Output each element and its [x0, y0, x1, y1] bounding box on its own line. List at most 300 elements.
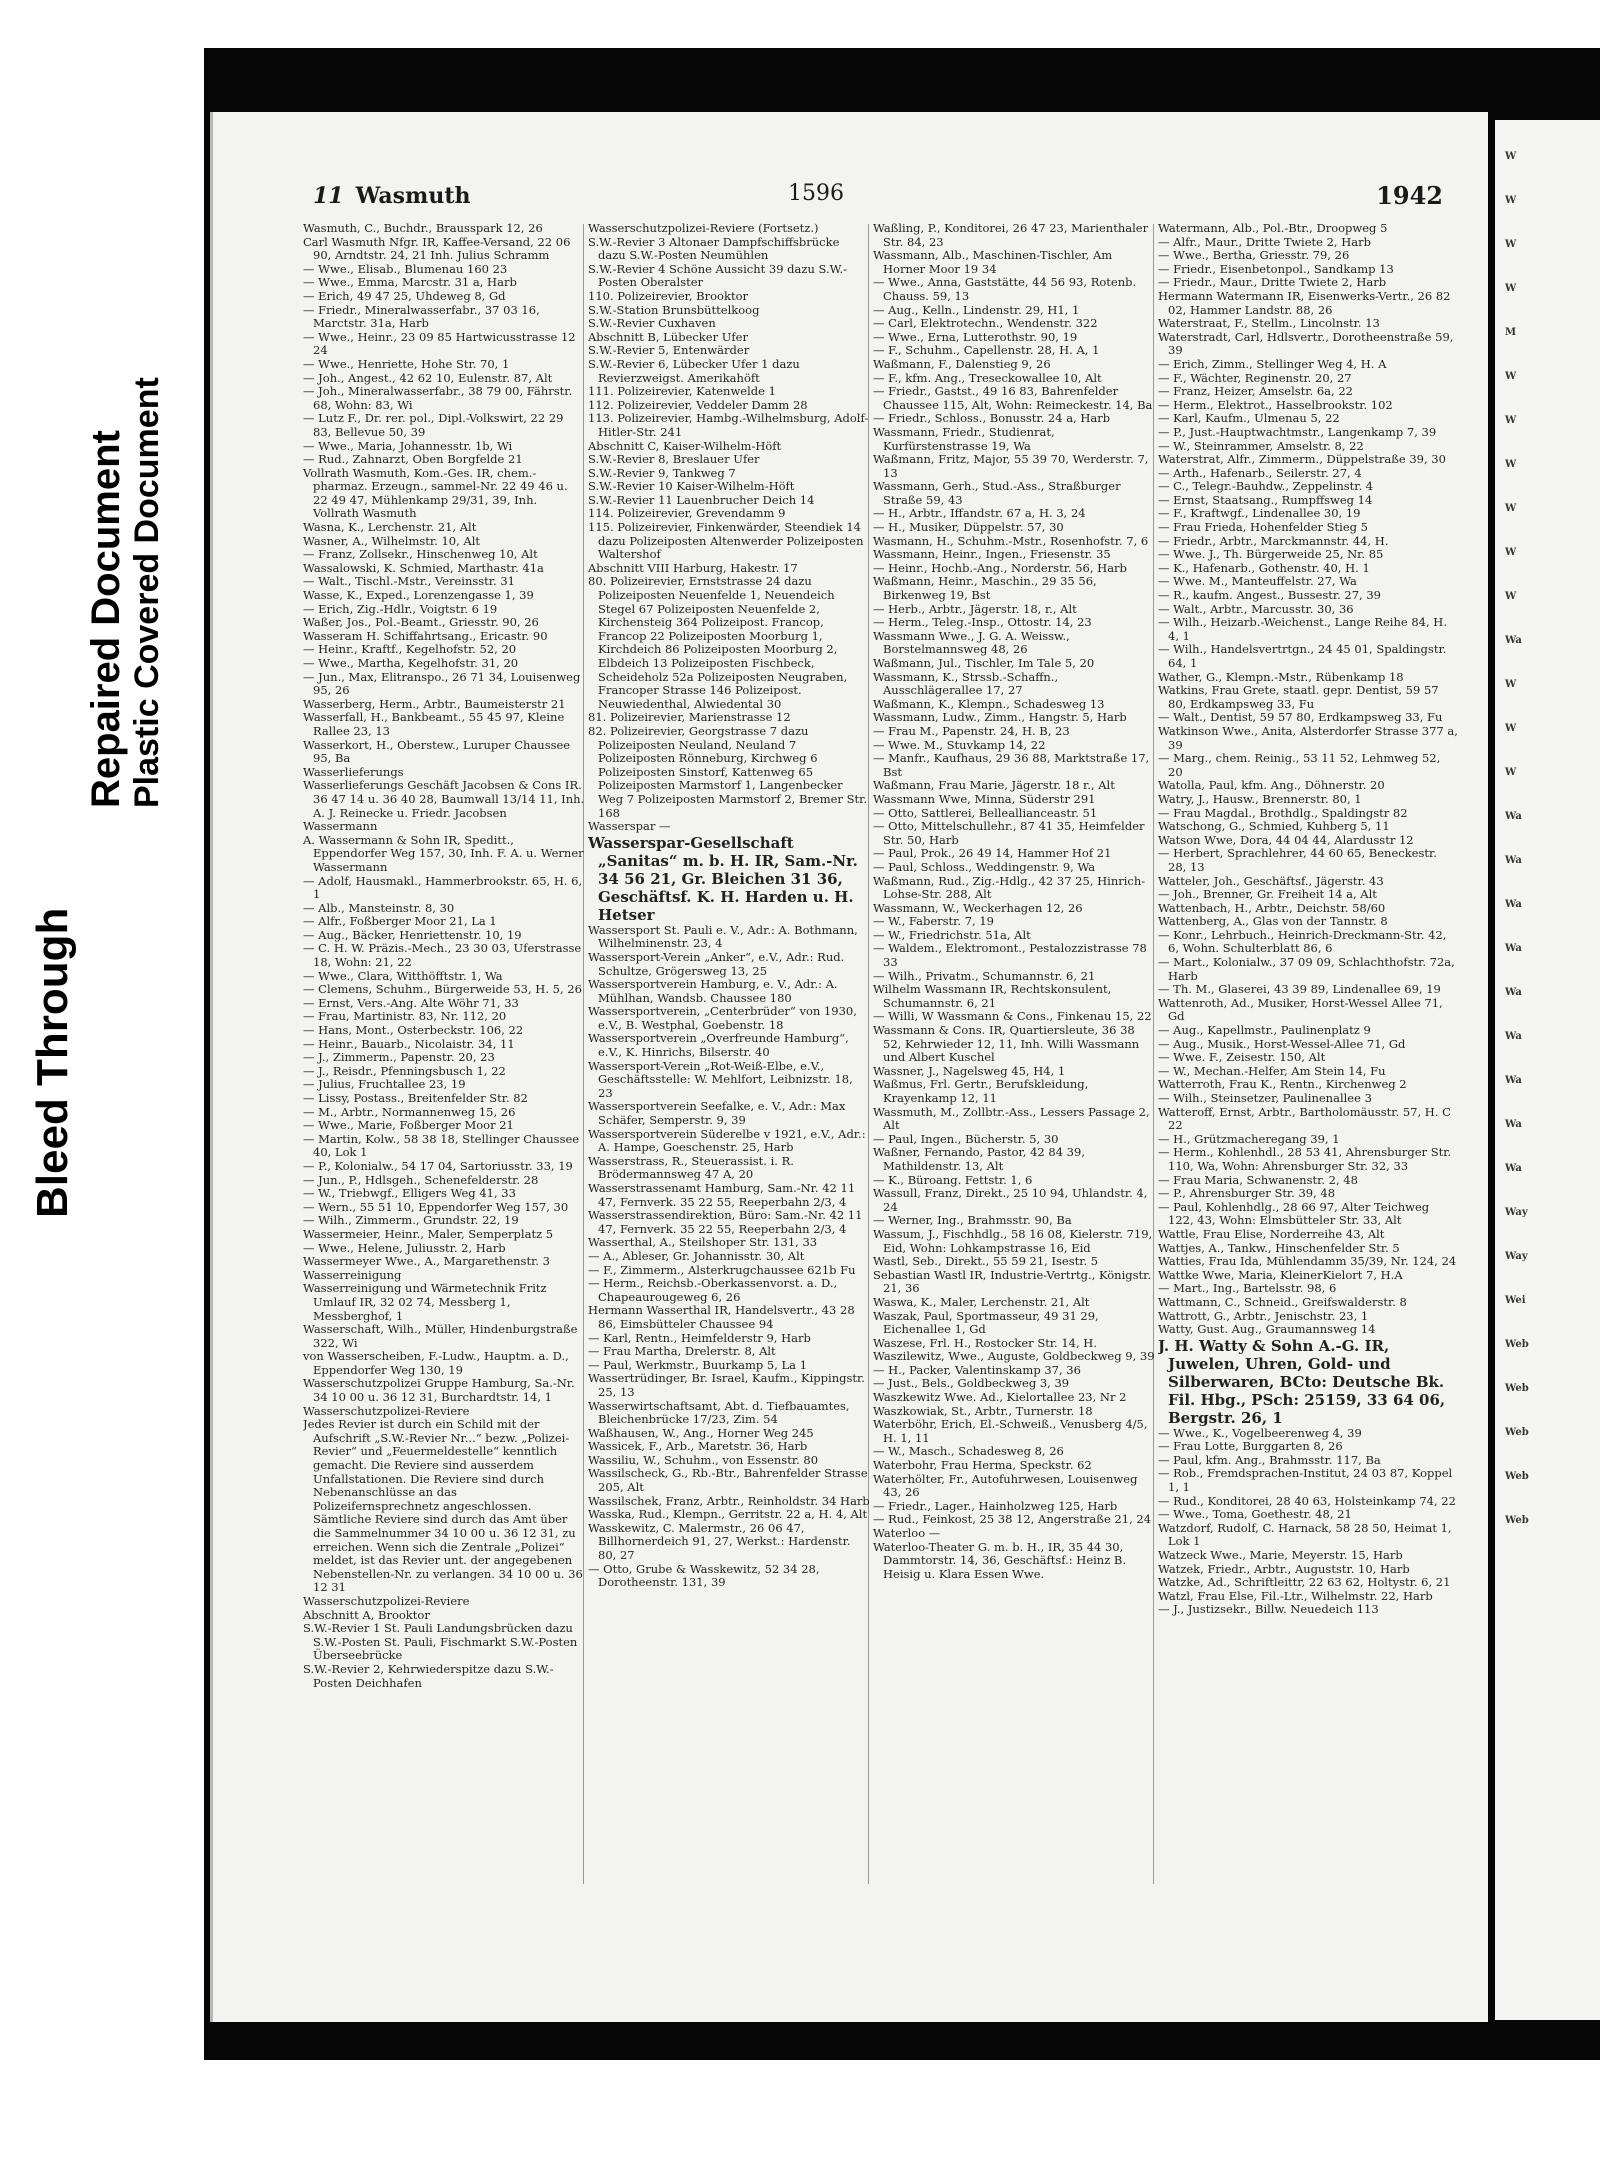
scan-frame: [0, 48, 1600, 2060]
directory-entry: — Frau Maria, Schwanenstr. 2, 48: [1158, 1172, 1358, 1187]
directory-entry: — Otto, Sattlerei, Belleallianceastr. 51: [873, 805, 1098, 820]
directory-entry: — Frau M., Papenstr. 24, H. B, 23: [873, 723, 1070, 738]
directory-entry: S.W.-Revier 11 Lauenbrucher Deich 14: [588, 492, 815, 507]
directory-entry: — Heinr., Kraftf., Kegelhofstr. 52, 20: [303, 642, 517, 657]
directory-entry: Wassmann, Heinr., Ingen., Friesenstr. 35: [873, 547, 1111, 562]
directory-entry: Wasserberg, Herm., Arbtr., Baumeisterstr 21: [303, 696, 566, 711]
column-3: [873, 222, 1155, 2022]
directory-entry: — Franz, Zollsekr., Hinschenweg 10, Alt: [303, 547, 538, 562]
adjacent-page-fragment: Wa: [1505, 1119, 1522, 1130]
directory-entry: Wasserschutzpolizei-Reviere (Fortsetz.): [588, 222, 819, 235]
directory-entry: — R., kaufm. Angest., Bussestr. 27, 39: [1158, 588, 1381, 603]
directory-entry: Abschnitt VIII Harburg, Hakestr. 17: [588, 560, 798, 575]
adjacent-page-fragment: W: [1505, 459, 1517, 470]
adjacent-page-fragment: Wa: [1505, 943, 1522, 954]
directory-entry: — Wwe., Maria, Johannesstr. 1b, Wi: [303, 438, 513, 453]
directory-entry: — Th. M., Glaserei, 43 39 89, Lindenallee 69, 19: [1158, 982, 1441, 997]
directory-entry: Wasserspar —: [588, 819, 671, 834]
directory-entry: — Lutz F., Dr. rer. pol., Dipl.-Volkswirt, 22 29 83, Bellevue 50, 39: [303, 411, 564, 439]
directory-entry: S.W.-Revier 1 St. Pauli Landungsbrücken dazu S.W.-Posten St. Pauli, Fischmarkt S.W.-Posten Überseebrücke: [303, 1621, 578, 1663]
directory-entry: Hermann Watermann IR, Eisenwerks-Vertr., 26 82 02, Hammer Landstr. 88, 26: [1158, 288, 1451, 317]
directory-entry: — Carl, Elektrotechn., Wendenstr. 322: [873, 316, 1098, 331]
directory-entry: Watties, Frau Ida, Mühlendamm 35/39, Nr. 124, 24: [1158, 1254, 1457, 1269]
directory-entry: — J., Zimmerm., Papenstr. 20, 23: [303, 1050, 495, 1065]
directory-entry: — Herm., Elektrot., Hasselbrookstr. 102: [1158, 397, 1393, 412]
directory-entry: Watzl, Frau Else, Fil.-Ltr., Wilhelmstr. 22, Harb: [1158, 1588, 1433, 1603]
directory-entry: — Erich, Zimm., Stellinger Weg 4, H. A: [1158, 356, 1387, 371]
directory-entry: — Marg., chem. Reinig., 53 11 52, Lehmweg 52, 20: [1158, 751, 1441, 779]
directory-entry: Wilhelm Wassmann IR, Rechtskonsulent, Schumannstr. 6, 21: [873, 982, 1112, 1010]
adjacent-page-fragment: Wa: [1505, 1075, 1522, 1086]
directory-entry: Watson Wwe, Dora, 44 04 44, Alardusstr 12: [1158, 832, 1414, 847]
directory-entry: Watteler, Joh., Geschäftsf., Jägerstr. 43: [1158, 873, 1384, 888]
directory-entry: — Wwe., Anna, Gaststätte, 44 56 93, Rotenb. Chauss. 59, 13: [873, 275, 1137, 303]
directory-entry: Vollrath Wasmuth, Kom.-Ges. IR, chem.-pharmaz. Erzeugn., sammel-Nr. 22 49 46 u. 22 49 47, Mühlenkamp 29/31, 39, Inh. Vollrath Wasmuth: [303, 465, 568, 521]
directory-entry: Wasserspar-Gesellschaft „Sanitas“ m. b. H. IR, Sam.-Nr. 34 56 21, Gr. Bleichen 31 36, Geschäftsf. K. H. Harden u. H. Hetser: [588, 833, 858, 924]
directory-entry: S.W.-Revier 9, Tankweg 7: [588, 465, 736, 480]
directory-entry: — Herbert, Sprachlehrer, 44 60 65, Beneckestr. 28, 13: [1158, 846, 1437, 874]
directory-entry: — H., Musiker, Düppelstr. 57, 30: [873, 520, 1064, 535]
directory-entry: — Joh., Angest., 42 62 10, Eulenstr. 87, Alt: [303, 370, 553, 385]
directory-entry: — Paul, Werkmstr., Buurkamp 5, La 1: [588, 1357, 808, 1372]
directory-entry: Waterloo-Theater G. m. b. H., IR, 35 44 30, Dammtorstr. 14, 36, Geschäftsf.: Heinz B. Heisig u. Klara Essen Wwe.: [873, 1539, 1127, 1581]
directory-entry: — P., Just.-Hauptwachtmstr., Langenkamp 7, 39: [1158, 424, 1437, 439]
page-header: [313, 177, 1443, 217]
directory-entry: Carl Wasmuth Nfgr. IR, Kaffee-Versand, 22 06 90, Arndtstr. 24, 21 Inh. Julius Schramm: [303, 234, 571, 263]
directory-entry: — Herb., Arbtr., Jägerstr. 18, r., Alt: [873, 601, 1077, 616]
directory-entry: — Alb., Mansteinstr. 8, 30: [303, 900, 455, 915]
directory-entry: — Wwe., Henriette, Hohe Str. 70, 1: [303, 356, 510, 371]
directory-entry: Waßmann, F., Dalenstieg 9, 26: [873, 356, 1051, 371]
directory-entry: — Erich, 49 47 25, Uhdeweg 8, Gd: [303, 288, 506, 303]
directory-entry: — Alfr., Foßberger Moor 21, La 1: [303, 914, 497, 929]
directory-entry: Wattenberg, A., Glas von der Tannstr. 8: [1158, 914, 1388, 929]
directory-entry: — Mart., Ing., Bartelsstr. 98, 6: [1158, 1281, 1337, 1296]
directory-entry: Wassicek, F., Arb., Maretstr. 36, Harb: [588, 1439, 808, 1454]
directory-entry: — Friedr., Mineralwasserfabr., 37 03 16, Marctstr. 31a, Harb: [303, 302, 540, 331]
directory-entry: — M., Arbtr., Normannenweg 15, 26: [303, 1104, 516, 1119]
directory-entry: Sebastian Wastl IR, Industrie-Vertrtg., Königstr. 21, 36: [873, 1267, 1152, 1296]
directory-entry: — Wwe., Heinr., 23 09 85 Hartwicusstrasse 12 24: [303, 329, 576, 358]
directory-entry: — Martin, Kolw., 58 38 18, Stellinger Chaussee 40, Lok 1: [303, 1131, 580, 1160]
directory-entry: Wasse, K., Exped., Lorenzengasse 1, 39: [303, 588, 534, 603]
directory-entry: — F., kfm. Ang., Treseckowallee 10, Alt: [873, 370, 1102, 385]
directory-entry: Watkins, Frau Grete, staatl. gepr. Dentist, 59 57 80, Erdkampsweg 33, Fu: [1158, 683, 1439, 711]
adjacent-page-fragment: W: [1505, 371, 1517, 382]
directory-entry: — W., Faberstr. 7, 19: [873, 914, 994, 929]
directory-entry: 81. Polizeirevier, Marienstrasse 12: [588, 710, 791, 725]
directory-entry: — Wilh., Privatm., Schumannstr. 6, 21: [873, 968, 1096, 983]
directory-entry: Watzke, Ad., Schriftleittr, 22 63 62, Holtystr. 6, 21: [1158, 1575, 1451, 1590]
adjacent-page-fragment: W: [1505, 723, 1517, 734]
directory-entry: — Friedr., Lager., Hainholzweg 125, Harb: [873, 1498, 1118, 1513]
directory-entry: — Wwe., Elisab., Blumenau 160 23: [303, 261, 508, 276]
directory-entry: Wattjes, A., Tankw., Hinschenfelder Str. 5: [1158, 1240, 1400, 1255]
directory-entry: Watzdorf, Rudolf, C. Harnack, 58 28 50, Heimat 1, Lok 1: [1158, 1520, 1452, 1549]
directory-entry: Wassull, Franz, Direkt., 25 10 94, Uhlandstr. 4, 24: [873, 1186, 1148, 1214]
directory-entry: Wassmann, Friedr., Studienrat, Kurfürstenstrasse 19, Wa: [873, 424, 1055, 453]
directory-entry: Watolla, Paul, kfm. Ang., Döhnerstr. 20: [1158, 778, 1385, 793]
directory-entry: Wassersport St. Pauli e. V., Adr.: A. Bothmann, Wilhelminenstr. 23, 4: [588, 922, 858, 951]
directory-entry: A. Wassermann & Sohn IR, Speditt., Eppendorfer Weg 157, 30, Inh. F. A. u. Werner Wassermann: [303, 832, 584, 874]
directory-entry: — Walt., Dentist, 59 57 80, Erdkampsweg 33, Fu: [1158, 710, 1443, 725]
bottom-margin: [0, 2060, 1600, 2177]
directory-entry: S.W.-Revier 6, Lübecker Ufer 1 dazu Revierzweigst. Amerikahöft: [588, 356, 800, 385]
directory-entry: — W., Friedrichstr. 51a, Alt: [873, 927, 1031, 942]
adjacent-page-fragment: W: [1505, 503, 1517, 514]
directory-entry: Wassertrüdinger, Br. Israel, Kaufm., Kippingstr. 25, 13: [588, 1371, 865, 1399]
directory-entry: — Wilh., Zimmerm., Grundstr. 22, 19: [303, 1213, 519, 1228]
directory-entry: Wasseram H. Schiffahrtsang., Ericastr. 90: [303, 628, 548, 643]
directory-entry: — Wwe., Marie, Foßberger Moor 21: [303, 1118, 514, 1133]
directory-entry: — Jun., P., Hdlsgeh., Schenefelderstr. 28: [303, 1172, 539, 1187]
directory-entry: — Karl, Rentn., Heimfelderstr 9, Harb: [588, 1330, 811, 1345]
directory-entry: — Friedr., Eisenbetonpol., Sandkamp 13: [1158, 261, 1394, 276]
directory-entry: S.W.-Revier Cuxhaven: [588, 316, 716, 331]
directory-entry: Waszese, Frl. H., Rostocker Str. 14, H.: [873, 1335, 1097, 1350]
adjacent-page-fragment: Wa: [1505, 987, 1522, 998]
directory-entry: — Waldem., Elektromont., Pestalozzistrasse 78 33: [873, 941, 1147, 970]
directory-entry: Wasner, A., Wilhelmstr. 10, Alt: [303, 533, 480, 548]
directory-entry: Wasska, Rud., Klempn., Gerritstr. 22 a, H. 4, Alt: [588, 1507, 868, 1522]
directory-entry: — Walt., Tischl.-Mstr., Vereinsstr. 31: [303, 574, 515, 589]
directory-entry: — Karl, Kaufm., Ulmenau 5, 22: [1158, 411, 1340, 426]
directory-entry: Waszak, Paul, Sportmasseur, 49 31 29, Eichenallee 1, Gd: [873, 1308, 1099, 1337]
adjacent-page-fragment: W: [1505, 591, 1517, 602]
directory-entry: — Wwe., Bertha, Griesstr. 79, 26: [1158, 248, 1350, 263]
directory-entry: — Willi, W Wassmann & Cons., Finkenau 15, 22: [873, 1009, 1152, 1024]
directory-entry: Wassmann, Gerh., Stud.-Ass., Straßburger Straße 59, 43: [873, 479, 1121, 507]
directory-entry: Wassiliu, W., Schuhm., von Essenstr. 80: [588, 1452, 819, 1467]
directory-entry: Waterbohr, Frau Herma, Speckstr. 62: [873, 1458, 1092, 1473]
adjacent-page-fragment: Web: [1505, 1427, 1529, 1438]
directory-entry: — Wwe. J., Th. Bürgerweide 25, Nr. 85: [1158, 547, 1384, 562]
directory-entry: — F., Zimmerm., Alsterkrugchaussee 621b Fu: [588, 1262, 856, 1277]
adjacent-page-fragment: M: [1505, 327, 1517, 338]
directory-entry: Wastl, Seb., Direkt., 55 59 21, Isestr. 5: [873, 1254, 1099, 1269]
directory-entry: — Paul, Prok., 26 49 14, Hammer Hof 21: [873, 846, 1112, 861]
plastic-covered-label: Plastic Covered Document: [128, 377, 166, 808]
directory-entry: Wasserschutzpolizei-Reviere: [303, 1403, 470, 1418]
page-number: 1596: [788, 181, 844, 206]
directory-entry: Wattke Wwe, Maria, KleinerKielort 7, H.A: [1158, 1267, 1403, 1282]
directory-entry: Wassmann Wwe, Minna, Süderstr 291: [873, 791, 1096, 806]
directory-entry: — A., Ableser, Gr. Johannisstr. 30, Alt: [588, 1248, 805, 1263]
top-margin: [0, 0, 1600, 48]
directory-entry: 114. Polizeirevier, Grevendamm 9: [588, 506, 786, 521]
directory-entry: Wassum, J., Fischhdlg., 58 16 08, Kielerstr. 719, Eid, Wohn: Lohkampstrasse 16, Eid: [873, 1226, 1153, 1255]
directory-entry: S.W.-Revier 5, Entenwärder: [588, 343, 750, 358]
directory-entry: — Mart., Kolonialw., 37 09 09, Schlachthofstr. 72a, Harb: [1158, 955, 1455, 983]
left-margin-strip: [0, 48, 204, 2060]
adjacent-page-fragment: Web: [1505, 1339, 1529, 1350]
directory-entry: S.W.-Revier 2, Kehrwiederspitze dazu S.W.-Posten Deichhafen: [303, 1661, 554, 1690]
directory-entry: — Aug., Musik., Horst-Wessel-Allee 71, Gd: [1158, 1036, 1406, 1051]
directory-entry: Wasserschutzpolizei-Reviere: [303, 1593, 470, 1608]
directory-entry: Waßmann, Jul., Tischler, Im Tale 5, 20: [873, 656, 1095, 670]
directory-entry: Waterböhr, Erich, El.-Schweiß., Venusberg 4/5, H. 1, 11: [873, 1417, 1148, 1445]
directory-entry: — Paul, Kohlenhdlg., 28 66 97, Alter Teichweg 122, 43, Wohn: Elmsbütteler Str. 33, Alt: [1158, 1199, 1430, 1228]
directory-entry: — J., Justizsekr., Billw. Neuedeich 113: [1158, 1602, 1379, 1617]
directory-entry: Waterstraat, F., Stellm., Lincolnstr. 13: [1158, 316, 1380, 331]
directory-entry: — Frau, Martinistr. 83, Nr. 112, 20: [303, 1009, 507, 1024]
directory-entry: 82. Polizeirevier, Georgstrasse 7 dazu Polizeiposten Neuland, Neuland 7 Polizeiposten Rönneburg, Kirchweg 6 Polizeiposten Sinstorf, Kattenweg 65 Polizeiposten Marmstorf 1, Langenbecker Weg 7 Polizeiposten Marmstorf 2, Bremer Str. 168: [588, 723, 867, 820]
repaired-document-label: Repaired Document: [84, 430, 128, 808]
directory-entry: — Aug., Kapellmstr., Paulinenplatz 9: [1158, 1023, 1371, 1038]
directory-entry: — Heinr., Hochb.-Ang., Norderstr. 56, Harb: [873, 560, 1127, 575]
directory-entry: — K., Hafenarb., Gothenstr. 40, H. 1: [1158, 560, 1370, 575]
directory-entry: — Friedr., Schloss., Bonusstr. 24 a, Harb: [873, 411, 1111, 426]
directory-entry: Wasserlieferungs Geschäft Jacobsen & Cons IR. 36 47 14 u. 36 40 28, Baumwall 13/14 11, Inh. A. J. Reinecke u. Friedr. Jacobsen: [303, 778, 585, 820]
directory-entry: Waßmus, Frl. Gertr., Berufskleidung, Krayenkamp 12, 11: [873, 1077, 1089, 1105]
directory-entry: 113. Polizeirevier, Hambg.-Wilhelmsburg, Adolf-Hitler-Str. 241: [588, 411, 869, 439]
directory-entry: — Wwe., Martha, Kegelhofstr. 31, 20: [303, 656, 519, 670]
directory-entry: — Rud., Konditorei, 28 40 63, Holsteinkamp 74, 22: [1158, 1493, 1456, 1508]
directory-entry: — Alfr., Maur., Dritte Twiete 2, Harb: [1158, 234, 1371, 249]
adjacent-page-edge: [1495, 120, 1600, 2020]
directory-entry: Waszkewitz Wwe. Ad., Kielortallee 23, Nr 2: [873, 1390, 1127, 1405]
directory-entry: — Paul, kfm. Ang., Brahmsstr. 117, Ba: [1158, 1452, 1381, 1467]
column-2: [588, 222, 870, 2022]
directory-entry: Wassmuth, M., Zollbtr.-Ass., Lessers Passage 2, Alt: [873, 1104, 1150, 1133]
directory-entry: — Wilh., Heizarb.-Weichenst., Lange Reihe 84, H. 4, 1: [1158, 615, 1447, 643]
directory-entry: von Wasserscheiben, F.-Ludw., Hauptm. a. D., Eppendorfer Weg 130, 19: [303, 1349, 569, 1377]
directory-entry: Wasserreinigung: [303, 1267, 402, 1282]
page-letter: 11: [313, 183, 344, 209]
directory-entry: Wasna, K., Lerchenstr. 21, Alt: [303, 520, 477, 535]
directory-entry: — Manfr., Kaufhaus, 29 36 88, Marktstraße 17, Bst: [873, 751, 1150, 779]
directory-entry: Wasmuth, C., Buchdr., Brausspark 12, 26: [303, 222, 543, 235]
directory-entry: Wasserschutzpolizei Gruppe Hamburg, Sa.-Nr. 34 10 00 u. 36 12 31, Burchardtstr. 14, 1: [303, 1376, 575, 1405]
directory-entry: — H., Packer, Valentinskamp 37, 36: [873, 1362, 1081, 1377]
directory-entry: — Wwe. M., Manteuffelstr. 27, Wa: [1158, 574, 1357, 589]
adjacent-page-fragment: W: [1505, 679, 1517, 690]
bleed-through-label: Bleed Through: [28, 907, 77, 1218]
directory-entry: Waterhölter, Fr., Autofuhrwesen, Louisenweg 43, 26: [873, 1471, 1138, 1500]
directory-entry: Wassilschek, Franz, Arbtr., Reinholdstr. 34 Harb: [588, 1493, 870, 1508]
directory-entry: Wasserschaft, Wilh., Müller, Hindenburgstraße 322, Wi: [303, 1322, 578, 1350]
directory-entry: Waszilewitz, Wwe., Auguste, Goldbeckweg 9, 39: [873, 1349, 1155, 1364]
directory-entry: — P., Ahrensburger Str. 39, 48: [1158, 1186, 1336, 1201]
directory-entry: Waßmann, Frau Marie, Jägerstr. 18 r., Alt: [873, 778, 1115, 793]
directory-entry: — Wilh., Handelsvertrtgn., 24 45 01, Spaldingstr. 64, 1: [1158, 642, 1447, 670]
directory-entry: — Joh., Brenner, Gr. Freiheit 14 a, Alt: [1158, 887, 1377, 902]
directory-entry: — C. H. W. Präzis.-Mech., 23 30 03, Uferstrasse 18, Wohn: 21, 22: [303, 941, 582, 970]
adjacent-page-fragment: Wa: [1505, 1031, 1522, 1042]
adjacent-page-fragment: Web: [1505, 1471, 1529, 1482]
adjacent-page-fragment: W: [1505, 283, 1517, 294]
directory-entry: Wassermann: [303, 819, 378, 834]
directory-entry: Wattmann, C., Schneid., Greifswalderstr. 8: [1158, 1294, 1407, 1309]
directory-entry: Wassmann Wwe., J. G. A. Weissw., Borstelmannsweg 48, 26: [873, 628, 1070, 657]
directory-entry: Wassersportverein Hamburg, e. V., Adr.: A. Mühlhan, Wandsb. Chaussee 180: [588, 977, 838, 1005]
directory-entry: Wassersportverein Seefalke, e. V., Adr.: Max Schäfer, Semperstr. 9, 39: [588, 1099, 846, 1128]
directory-entry: Wassilscheck, G., Rb.-Btr., Bahrenfelder Strasse 205, Alt: [588, 1466, 868, 1495]
directory-entry: — K., Büroang. Fettstr. 1, 6: [873, 1172, 1033, 1187]
directory-entry: Wasserkort, H., Oberstew., Luruper Chaussee 95, Ba: [303, 737, 571, 766]
directory-entry: Wassersportverein Süderelbe v 1921, e.V., Adr.: A. Hampe, Goeschenstr. 25, Harb: [588, 1126, 866, 1155]
directory-entry: Waßmann, Fritz, Major, 55 39 70, Werderstr. 7, 13: [873, 452, 1149, 480]
heading-word: Wasmuth: [355, 183, 471, 209]
directory-entry: Wasskewitz, C. Malermstr., 26 06 47, Billhornerdeich 91, 27, Werkst.: Hardenstr. 80, 27: [588, 1520, 851, 1563]
adjacent-page-fragment: Wa: [1505, 855, 1522, 866]
year: 1942: [1376, 181, 1443, 210]
directory-entry: Waßmann, Rud., Zig.-Hdlg., 42 37 25, Hinrich-Lohse-Str. 288, Alt: [873, 873, 1146, 902]
directory-entry: — Wwe., Helene, Juliusstr. 2, Harb: [303, 1240, 506, 1255]
directory-entry: — J., Reisdr., Pfenningsbusch 1, 22: [303, 1063, 506, 1078]
adjacent-page-fragment: W: [1505, 195, 1517, 206]
directory-entry: Hermann Wasserthal IR, Handelsvertr., 43 28 86, Eimsbütteler Chaussee 94: [588, 1303, 855, 1331]
adjacent-page-fragment: Wei: [1505, 1295, 1526, 1306]
directory-entry: Waterstradt, Carl, Hdlsvertr., Dorotheenstraße 59, 39: [1158, 329, 1454, 358]
directory-entry: — Walt., Arbtr., Marcusstr. 30, 36: [1158, 601, 1354, 616]
directory-entry: — Hans, Mont., Osterbeckstr. 106, 22: [303, 1023, 524, 1038]
running-head: [313, 183, 471, 209]
directory-entry: — Jun., Max, Elitranspo., 26 71 34, Louisenweg 95, 26: [303, 669, 581, 698]
directory-entry: — Werner, Ing., Brahmsstr. 90, Ba: [873, 1213, 1072, 1228]
directory-entry: 80. Polizeirevier, Ernststrasse 24 dazu Polizeiposten Neuenfelde 1, Neuendeich Stegel 67 Polizeiposten Neuenfelde 2, Kirchensteig 364 Polizeipost. Francop, Francop 22 Polizeiposten Moorburg 1, Kirchdeich 86 Polizeiposten Moorburg 2, Elbdeich 13 Polizeiposten Fischbeck, Scheideholz 52a Polizeiposten Neugraben, Francoper Strasse 146 Polizeipost. Neuwiedenthal, Alwiedental 30: [588, 574, 848, 711]
directory-entry: Wasserstrass, R., Steuerassist. i. R. Brödermannsweg 47 A, 20: [588, 1153, 794, 1182]
directory-entry: Wassmann, Alb., Maschinen-Tischler, Am Horner Moor 19 34: [873, 248, 1113, 276]
directory-entry: — Friedr., Arbtr., Marckmannstr. 44, H.: [1158, 533, 1389, 548]
directory-entry: 111. Polizeirevier, Katenwelde 1: [588, 384, 776, 399]
directory-entry: Wassner, J., Nagelsweg 45, H4, 1: [873, 1063, 1066, 1078]
directory-entry: Watzek, Friedr., Arbtr., Auguststr. 10, Harb: [1158, 1561, 1410, 1576]
directory-entry: — Otto, Grube & Wasskewitz, 52 34 28, Dorotheenstr. 131, 39: [588, 1561, 820, 1590]
adjacent-page-fragment: Web: [1505, 1515, 1529, 1526]
directory-entry: Wasserthal, A., Steilshoper Str. 131, 33: [588, 1235, 818, 1250]
directory-entry: — Wwe., Erna, Lutterothstr. 90, 19: [873, 329, 1078, 344]
directory-entry: — H., Grützmacheregang 39, 1: [1158, 1131, 1340, 1146]
adjacent-page-fragment: Web: [1505, 1383, 1529, 1394]
directory-entry: Waswa, K., Maler, Lerchenstr. 21, Alt: [873, 1294, 1090, 1309]
directory-entry: Abschnitt C, Kaiser-Wilhelm-Höft: [588, 438, 782, 453]
directory-entry: S.W.-Revier 3 Altonaer Dampfschiffsbrücke dazu S.W.-Posten Neumühlen: [588, 234, 840, 263]
directory-entry: — Rud., Feinkost, 25 38 12, Angerstraße 21, 24: [873, 1512, 1152, 1527]
directory-entry: Waszkowiak, St., Arbtr., Turnerstr. 18: [873, 1403, 1093, 1418]
adjacent-page-fragment: Wa: [1505, 1163, 1522, 1174]
directory-entry: — Herm., Kohlenhdl., 28 53 41, Ahrensburger Str. 110, Wa, Wohn: Ahrensburger Str. 32, 33: [1158, 1145, 1452, 1173]
directory-entry: Waterstrat, Alfr., Zimmerm., Düppelstraße 39, 30: [1158, 452, 1446, 467]
directory-entry: — Frau Magdal., Brothdlg., Spaldingstr 82: [1158, 805, 1408, 820]
directory-entry: Wassmann & Cons. IR, Quartiersleute, 36 38 52, Kehrwieder 12, 11, Inh. Willi Wassmann und Albert Kuschel: [873, 1023, 1140, 1065]
directory-entry: — Herm., Teleg.-Insp., Ottostr. 14, 23: [873, 615, 1092, 630]
directory-entry: — Paul, Schloss., Weddingenstr. 9, Wa: [873, 859, 1096, 874]
directory-entry: — Joh., Mineralwasserfabr., 38 79 00, Fährstr. 68, Wohn: 83, Wi: [303, 384, 573, 412]
directory-entry: Wassersportverein, „Centerbrüder“ von 1930, e.V., B. Westphal, Goebenstr. 18: [588, 1004, 857, 1032]
directory-entry: — H., Arbtr., Iffandstr. 67 a, H. 3, 24: [873, 506, 1086, 521]
adjacent-page-fragment: W: [1505, 415, 1517, 426]
directory-entry: S.W.-Revier 4 Schöne Aussicht 39 dazu S.W.-Posten Oberalster: [588, 261, 847, 290]
directory-entry: — Friedr., Gastst., 49 16 83, Bahrenfelder Chaussee 115, Alt, Wohn: Reimeckestr. 14, Ba: [873, 384, 1153, 412]
directory-entry: Watschong, G., Schmied, Kuhberg 5, 11: [1158, 819, 1390, 834]
adjacent-page-fragment: Way: [1505, 1251, 1528, 1262]
directory-entry: — Rud., Zahnarzt, Oben Borgfelde 21: [303, 452, 523, 467]
adjacent-page-fragment: W: [1505, 547, 1517, 558]
directory-entry: Watteroff, Ernst, Arbtr., Bartholomäusstr. 57, H. C 22: [1158, 1104, 1451, 1133]
directory-entry: — Just., Bels., Goldbeckweg 3, 39: [873, 1376, 1070, 1391]
directory-entry: — Wilh., Steinsetzer, Paulinenallee 3: [1158, 1091, 1372, 1105]
directory-entry: Wassmann, W., Weckerhagen 12, 26: [873, 900, 1083, 915]
directory-entry: Jedes Revier ist durch ein Schild mit der Aufschrift „S.W.-Revier Nr...“ bezw. „Polizei-Revier“ und „Feuermeldestelle“ kenntlich gemacht. Die Reviere sind ausserdem Unfallstationen. Die Reviere sind durch Nebenanschlüsse an das Polizeifernsprechnetz angeschlossen. Sämtliche Reviere sind durch das Amt über die Sammelnummer 34 10 00 u. 36 12 31, zu erreichen. Wenn sich die Zentrale „Polizei“ meldet, ist das Revier unt. der angegebenen Nebenstellen-Nr. zu verlangen. 34 10 00 u. 36 12 31: [303, 1417, 583, 1595]
directory-entry: — F., Kraftwgf., Lindenallee 30, 19: [1158, 506, 1361, 521]
directory-entry: — W., Masch., Schadesweg 8, 26: [873, 1444, 1064, 1459]
directory-entry: Wassmann, Ludw., Zimm., Hangstr. 5, Harb: [873, 710, 1127, 725]
directory-entry: Waßer, Jos., Pol.-Beamt., Griesstr. 90, 26: [303, 615, 539, 630]
directory-entry: S.W.-Station Brunsbüttelkoog: [588, 302, 760, 317]
column-1: [303, 222, 585, 2022]
directory-entry: 110. Polizeirevier, Brooktor: [588, 288, 748, 303]
directory-entry: — F., Schuhm., Capellenstr. 28, H. A, 1: [873, 343, 1100, 358]
directory-entry: Watty, Gust. Aug., Graumannsweg 14: [1158, 1322, 1376, 1337]
directory-entry: — Lissy, Postass., Breitenfelder Str. 82: [303, 1091, 528, 1105]
directory-entry: — Konr., Lehrbuch., Heinrich-Dreckmann-Str. 42, 6, Wohn. Schulterblatt 86, 6: [1158, 927, 1447, 956]
directory-entry: Wattenbach, H., Arbtr., Deichstr. 58/60: [1158, 900, 1386, 915]
directory-entry: Wattrott, G., Arbtr., Jenischstr. 23, 1: [1158, 1308, 1369, 1323]
directory-entry: Wattle, Frau Elise, Norderreihe 43, Alt: [1158, 1226, 1385, 1241]
directory-entry: — Frau Frieda, Hohenfelder Stieg 5: [1158, 520, 1368, 535]
directory-entry: Waterloo —: [873, 1526, 941, 1540]
directory-entry: Wasserstrassendirektion, Büro: Sam.-Nr. 42 11 47, Fernverk. 35 22 55, Reeperbahn 2/3, 4: [588, 1208, 863, 1236]
directory-entry: Waßling, P., Konditorei, 26 47 23, Marienthaler Str. 84, 23: [873, 222, 1149, 249]
directory-entry: — W., Mechan.-Helfer, Am Stein 14, Fu: [1158, 1063, 1386, 1078]
directory-entry: — Wwe. M., Stuvkamp 14, 22: [873, 737, 1046, 752]
directory-entry: Watermann, Alb., Pol.-Btr., Droopweg 5: [1158, 222, 1388, 235]
directory-entry: — Wwe., Emma, Marcstr. 31 a, Harb: [303, 275, 517, 290]
directory-entry: Wasserstrassenamt Hamburg, Sam.-Nr. 42 11 47, Fernverk. 35 22 55, Reeperbahn 2/3, 4: [588, 1181, 856, 1209]
directory-entry: Wassalowski, K. Schmied, Marthastr. 41a: [303, 560, 544, 575]
directory-entry: Watkinson Wwe., Anita, Alsterdorfer Strasse 377 a, 39: [1158, 723, 1458, 752]
directory-entry: — Adolf, Hausmakl., Hammerbrookstr. 65, H. 6, 1: [303, 873, 583, 902]
directory-entry: Abschnitt B, Lübecker Ufer: [588, 329, 748, 344]
directory-entry: — Clemens, Schuhm., Bürgerweide 53, H. 5, 26: [303, 982, 582, 997]
directory-entry: Wather, G., Klempn.-Mstr., Rübenkamp 18: [1158, 669, 1404, 684]
directory-entry: Wattenroth, Ad., Musiker, Horst-Wessel Allee 71, Gd: [1158, 995, 1443, 1024]
directory-entry: — Paul, Ingen., Bücherstr. 5, 30: [873, 1131, 1059, 1146]
directory-entry: S.W.-Revier 8, Breslauer Ufer: [588, 452, 760, 467]
directory-entry: — Aug., Kelln., Lindenstr. 29, H1, 1: [873, 302, 1080, 317]
directory-entry: — Wwe., K., Vogelbeerenweg 4, 39: [1158, 1425, 1362, 1440]
directory-page: [210, 112, 1488, 2022]
adjacent-page-fragment: Wa: [1505, 899, 1522, 910]
directory-entry: Watry, J., Hausw., Brennerstr. 80, 1: [1158, 791, 1362, 806]
directory-entry: — Ernst, Vers.-Ang. Alte Wöhr 71, 33: [303, 995, 519, 1010]
adjacent-page-fragment: Way: [1505, 1207, 1528, 1218]
directory-entry: — Friedr., Maur., Dritte Twiete 2, Harb: [1158, 275, 1387, 290]
directory-entry: 112. Polizeirevier, Veddeler Damm 28: [588, 397, 808, 412]
directory-entry: Waßmann, Heinr., Maschin., 29 35 56, Birkenweg 19, Bst: [873, 574, 1097, 603]
directory-entry: — P., Kolonialw., 54 17 04, Sartoriusstr. 33, 19: [303, 1158, 573, 1173]
directory-entry: Wassmann, K., Strssb.-Schaffn., Ausschlägerallee 17, 27: [873, 669, 1059, 698]
adjacent-page-fragment: Wa: [1505, 811, 1522, 822]
directory-entry: — Ernst, Staatsang., Rumpffsweg 14: [1158, 492, 1373, 507]
directory-entry: Wasmann, H., Schuhm.-Mstr., Rosenhofstr. 7, 6: [873, 533, 1149, 548]
directory-entry: — Frau Martha, Drelerstr. 8, Alt: [588, 1344, 776, 1359]
directory-entry: Wassersport-Verein „Anker“, e.V., Adr.: Rud. Schultze, Grögersweg 13, 25: [588, 949, 845, 978]
directory-entry: — W., Triebwgf., Elligers Weg 41, 33: [303, 1186, 516, 1201]
directory-entry: Wasserfall, H., Bankbeamt., 55 45 97, Kleine Rallee 23, 13: [303, 710, 565, 738]
adjacent-page-fragment: W: [1505, 239, 1517, 250]
directory-entry: — Wwe., Clara, Witthöfftstr. 1, Wa: [303, 968, 503, 983]
directory-entry: — Wwe. F., Zeisestr. 150, Alt: [1158, 1050, 1326, 1065]
directory-entry: — Wwe., Toma, Goethestr. 48, 21: [1158, 1507, 1352, 1522]
column-4: [1158, 222, 1458, 2022]
directory-entry: — Arth., Hafenarb., Seilerstr. 27, 4: [1158, 465, 1362, 480]
directory-entry: — Otto, Mittelschullehr., 87 41 35, Heimfelder Str. 50, Harb: [873, 819, 1145, 847]
directory-entry: Wasserwirtschaftsamt, Abt. d. Tiefbauamtes, Bleichenbrücke 17/23, Zim. 54: [588, 1398, 850, 1427]
directory-entry: S.W.-Revier 10 Kaiser-Wilhelm-Höft: [588, 479, 795, 494]
directory-entry: Watzeck Wwe., Marie, Meyerstr. 15, Harb: [1158, 1548, 1403, 1563]
